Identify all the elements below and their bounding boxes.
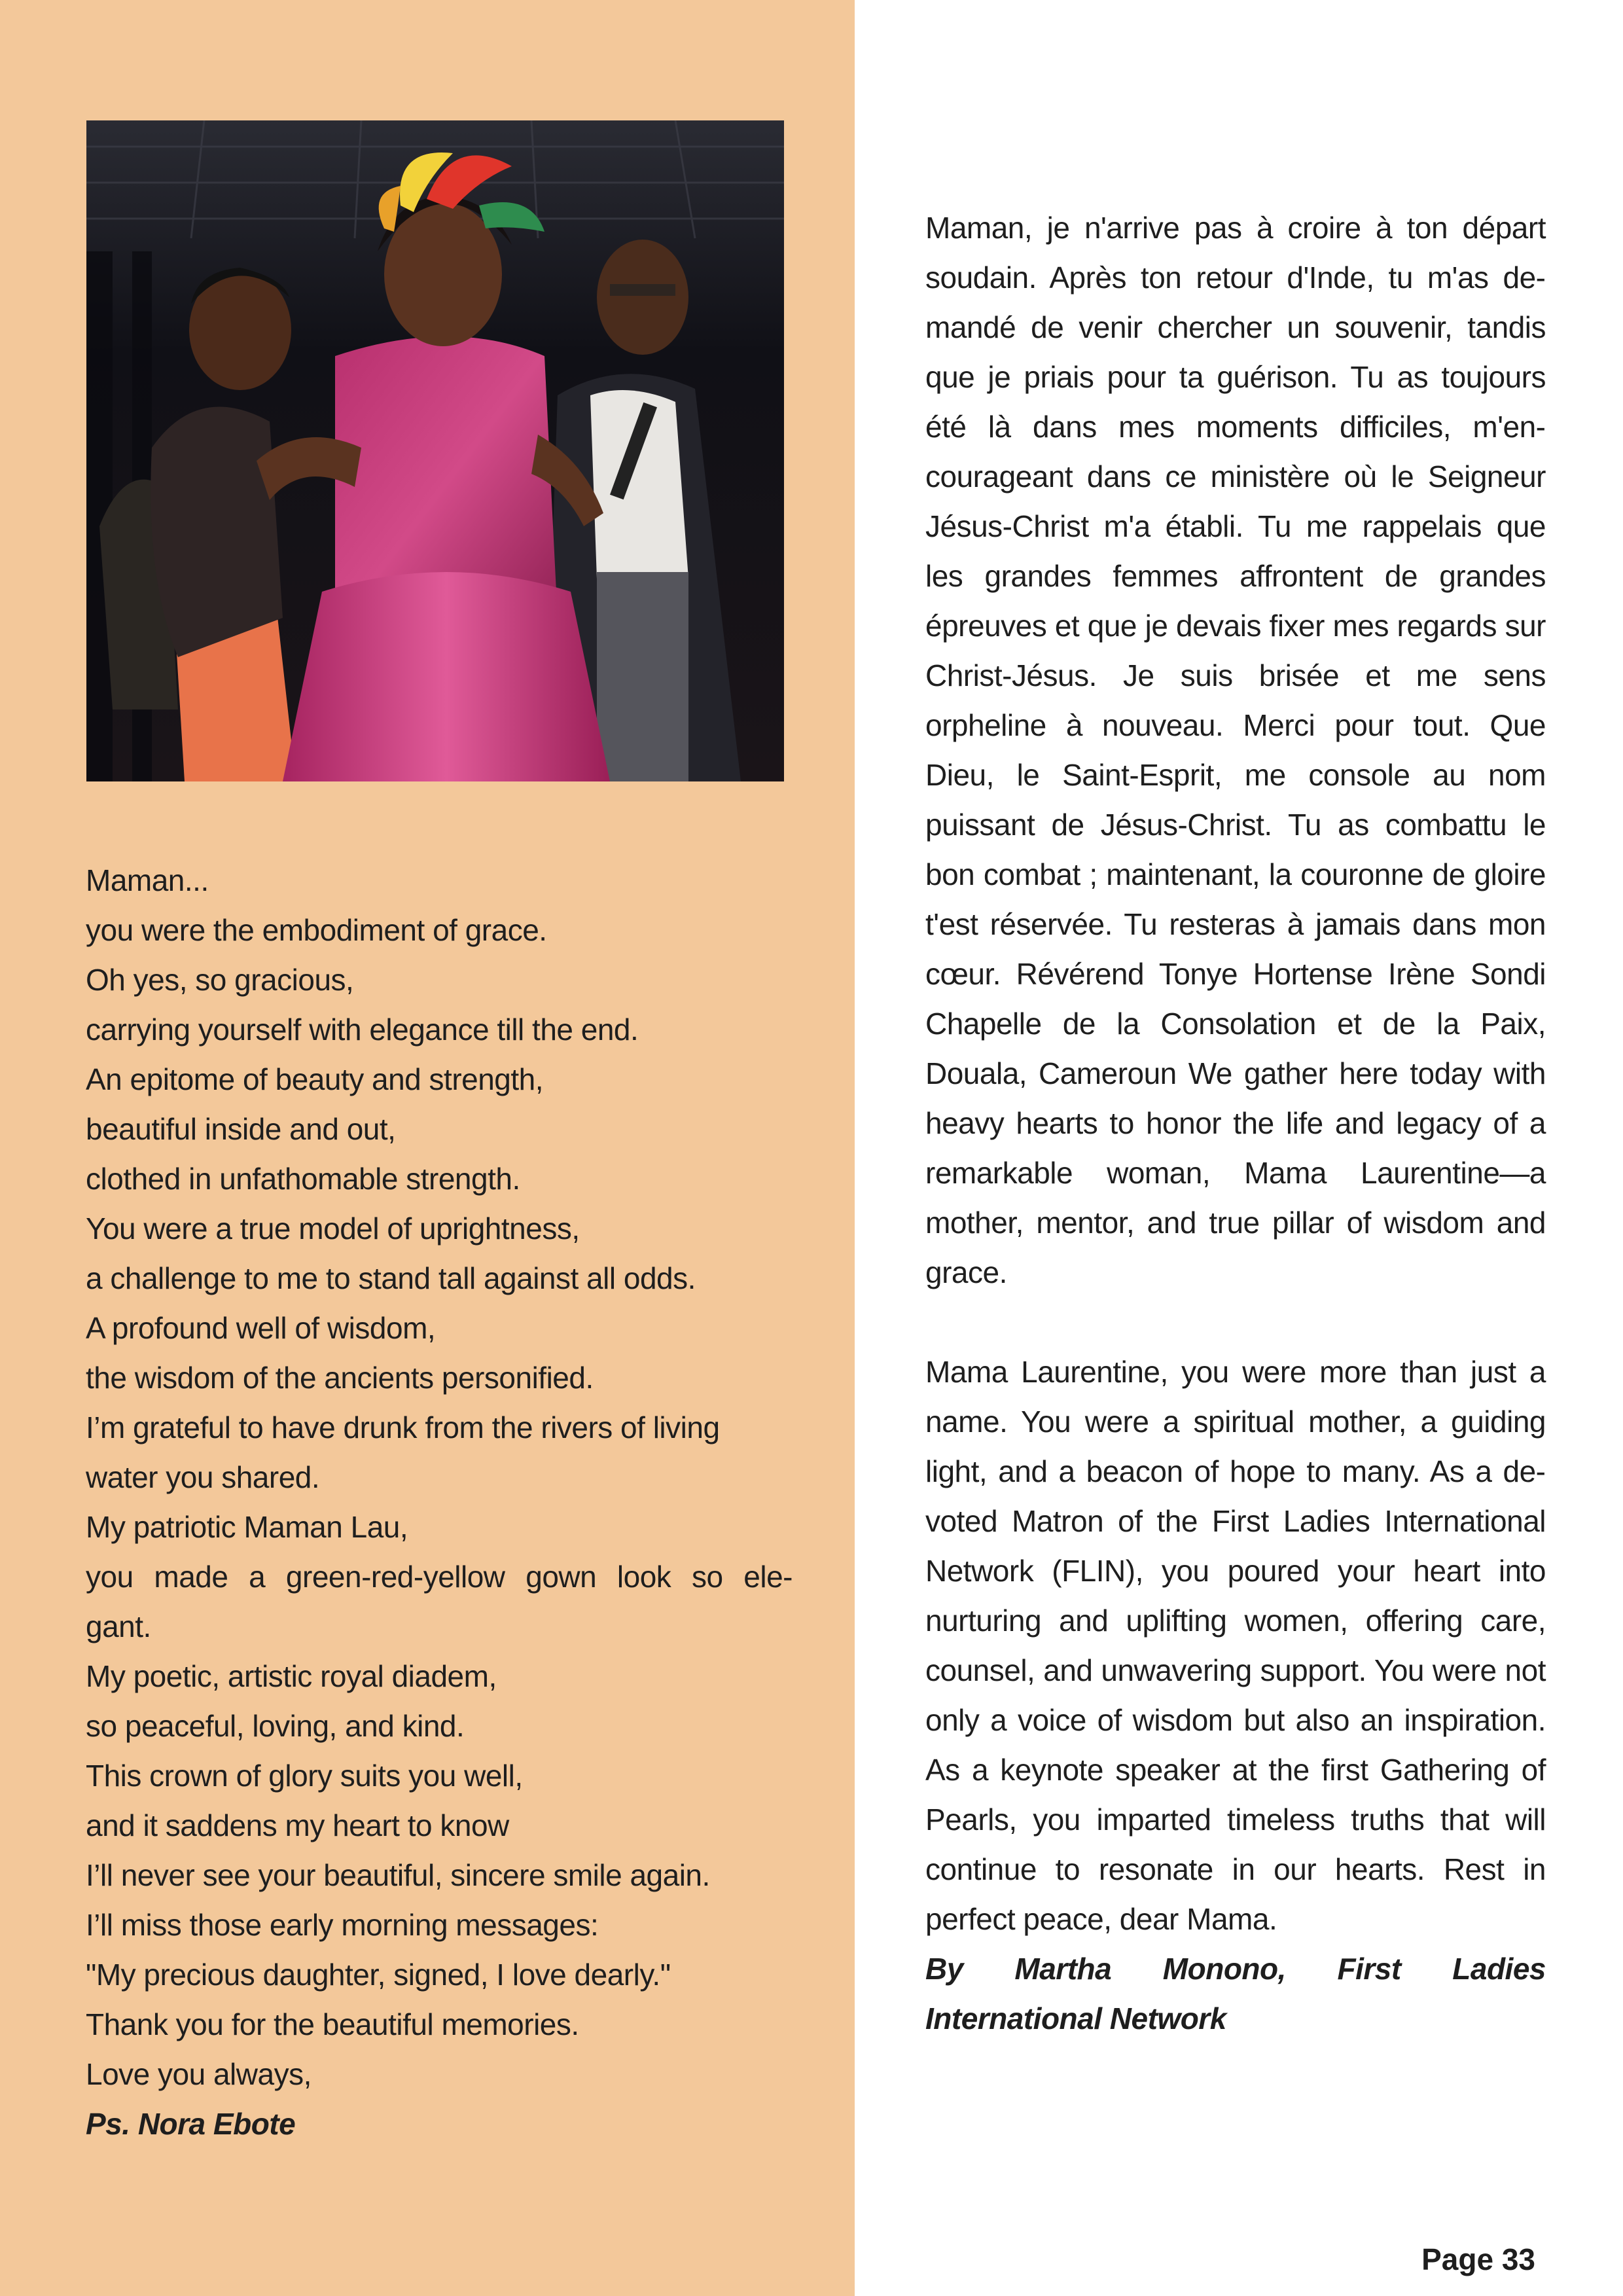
poem-line: Love you always,: [86, 2057, 312, 2091]
poem-line: gant.: [86, 1609, 151, 1643]
poem-line: the wisdom of the ancients personified.: [86, 1361, 594, 1395]
tribute-paragraph-french: Maman, je n'arrive pas à croire à ton départ soudain. Après ton retour d'Inde, tu m'as demandé de venir chercher un souvenir, tandis que je priais pour ta guérison. Tu as toujours été là dans mes moments difficiles, m'encourageant dans ce ministère où le Seigneur Jésus-Christ m'a établi. Tu me rappelais que les grandes femmes affrontent de grandes épreuves et que je devais fixer mes regards sur Christ-Jésus. Je suis brisée et me sens orpheline à nouveau. Merci pour tout. Que Dieu, le Saint-Esprit, me console au nom puissant de Jésus-Christ. Tu as combattu le bon combat ; maintenant, la couronne de gloire t'est réservée. Tu resteras à jamais dans mon cœur. Révérend Tonye Hortense Irène Sondi Chapelle de la Consolation et de la Paix, Douala, Cameroun We gather here today with heavy hearts to honor the life and legacy of a remarkable woman, Mama Laurentine—a mother, mentor, and true pillar of wisdom and grace.: [925, 211, 1546, 1289]
poem-line: clothed in unfathomable strength.: [86, 1162, 520, 1196]
tribute-paragraph-english: Mama Laurentine, you were more than just a name. You were a spiritual mother, a guiding light, and a beacon of hope to many. As a devoted Matron of the First Ladies International Network (FLIN), you poured your heart into nurturing and uplifting women, offering care, counsel, and unwavering support. You were not only a voice of wisdom but also an inspiration. As a keynote speaker at the first Gathering of Pearls, you imparted timeless truths that will continue to resonate in our hearts. Rest in perfect peace, dear Mama.: [925, 1355, 1546, 1936]
poem: [86, 855, 793, 2149]
poem-line: My poetic, artistic royal diadem,: [86, 1659, 497, 1693]
memorial-photo-image: [86, 120, 784, 781]
tribute-byline: By Martha Monono, First Ladies International Network: [925, 1952, 1546, 2036]
poem-line: and it saddens my heart to know: [86, 1808, 509, 1842]
poem-line: I’m grateful to have drunk from the rivers of living: [86, 1410, 720, 1444]
poem-line: You were a true model of uprightness,: [86, 1211, 580, 1246]
poem-line: My patriotic Maman Lau,: [86, 1510, 408, 1544]
poem-line: Maman...: [86, 863, 209, 897]
paragraph-spacer: [925, 1297, 1546, 1347]
poem-line: you made a green-red-yellow gown look so ele-: [86, 1560, 793, 1594]
tribute-column: [925, 203, 1546, 2043]
poem-line: so peaceful, loving, and kind.: [86, 1709, 465, 1743]
page-number: Page 33: [1421, 2242, 1535, 2276]
poem-line: Thank you for the beautiful memories.: [86, 2007, 579, 2041]
poem-line: Oh yes, so gracious,: [86, 963, 354, 997]
memorial-photo: [86, 120, 784, 781]
poem-line: a challenge to me to stand tall against all odds.: [86, 1261, 696, 1295]
poem-line: A profound well of wisdom,: [86, 1311, 436, 1345]
poem-line: This crown of glory suits you well,: [86, 1759, 523, 1793]
poem-line: water you shared.: [86, 1460, 320, 1494]
poem-line: I’ll never see your beautiful, sincere smile again.: [86, 1858, 710, 1892]
poem-line: carrying yourself with elegance till the end.: [86, 1013, 639, 1047]
poem-line: "My precious daughter, signed, I love dearly.": [86, 1958, 671, 1992]
poem-line: you were the embodiment of grace.: [86, 913, 547, 947]
poem-line: An epitome of beauty and strength,: [86, 1062, 544, 1096]
poem-signature: Ps. Nora Ebote: [86, 2107, 296, 2141]
poem-line: I’ll miss those early morning messages:: [86, 1908, 599, 1942]
poem-line: beautiful inside and out,: [86, 1112, 396, 1146]
